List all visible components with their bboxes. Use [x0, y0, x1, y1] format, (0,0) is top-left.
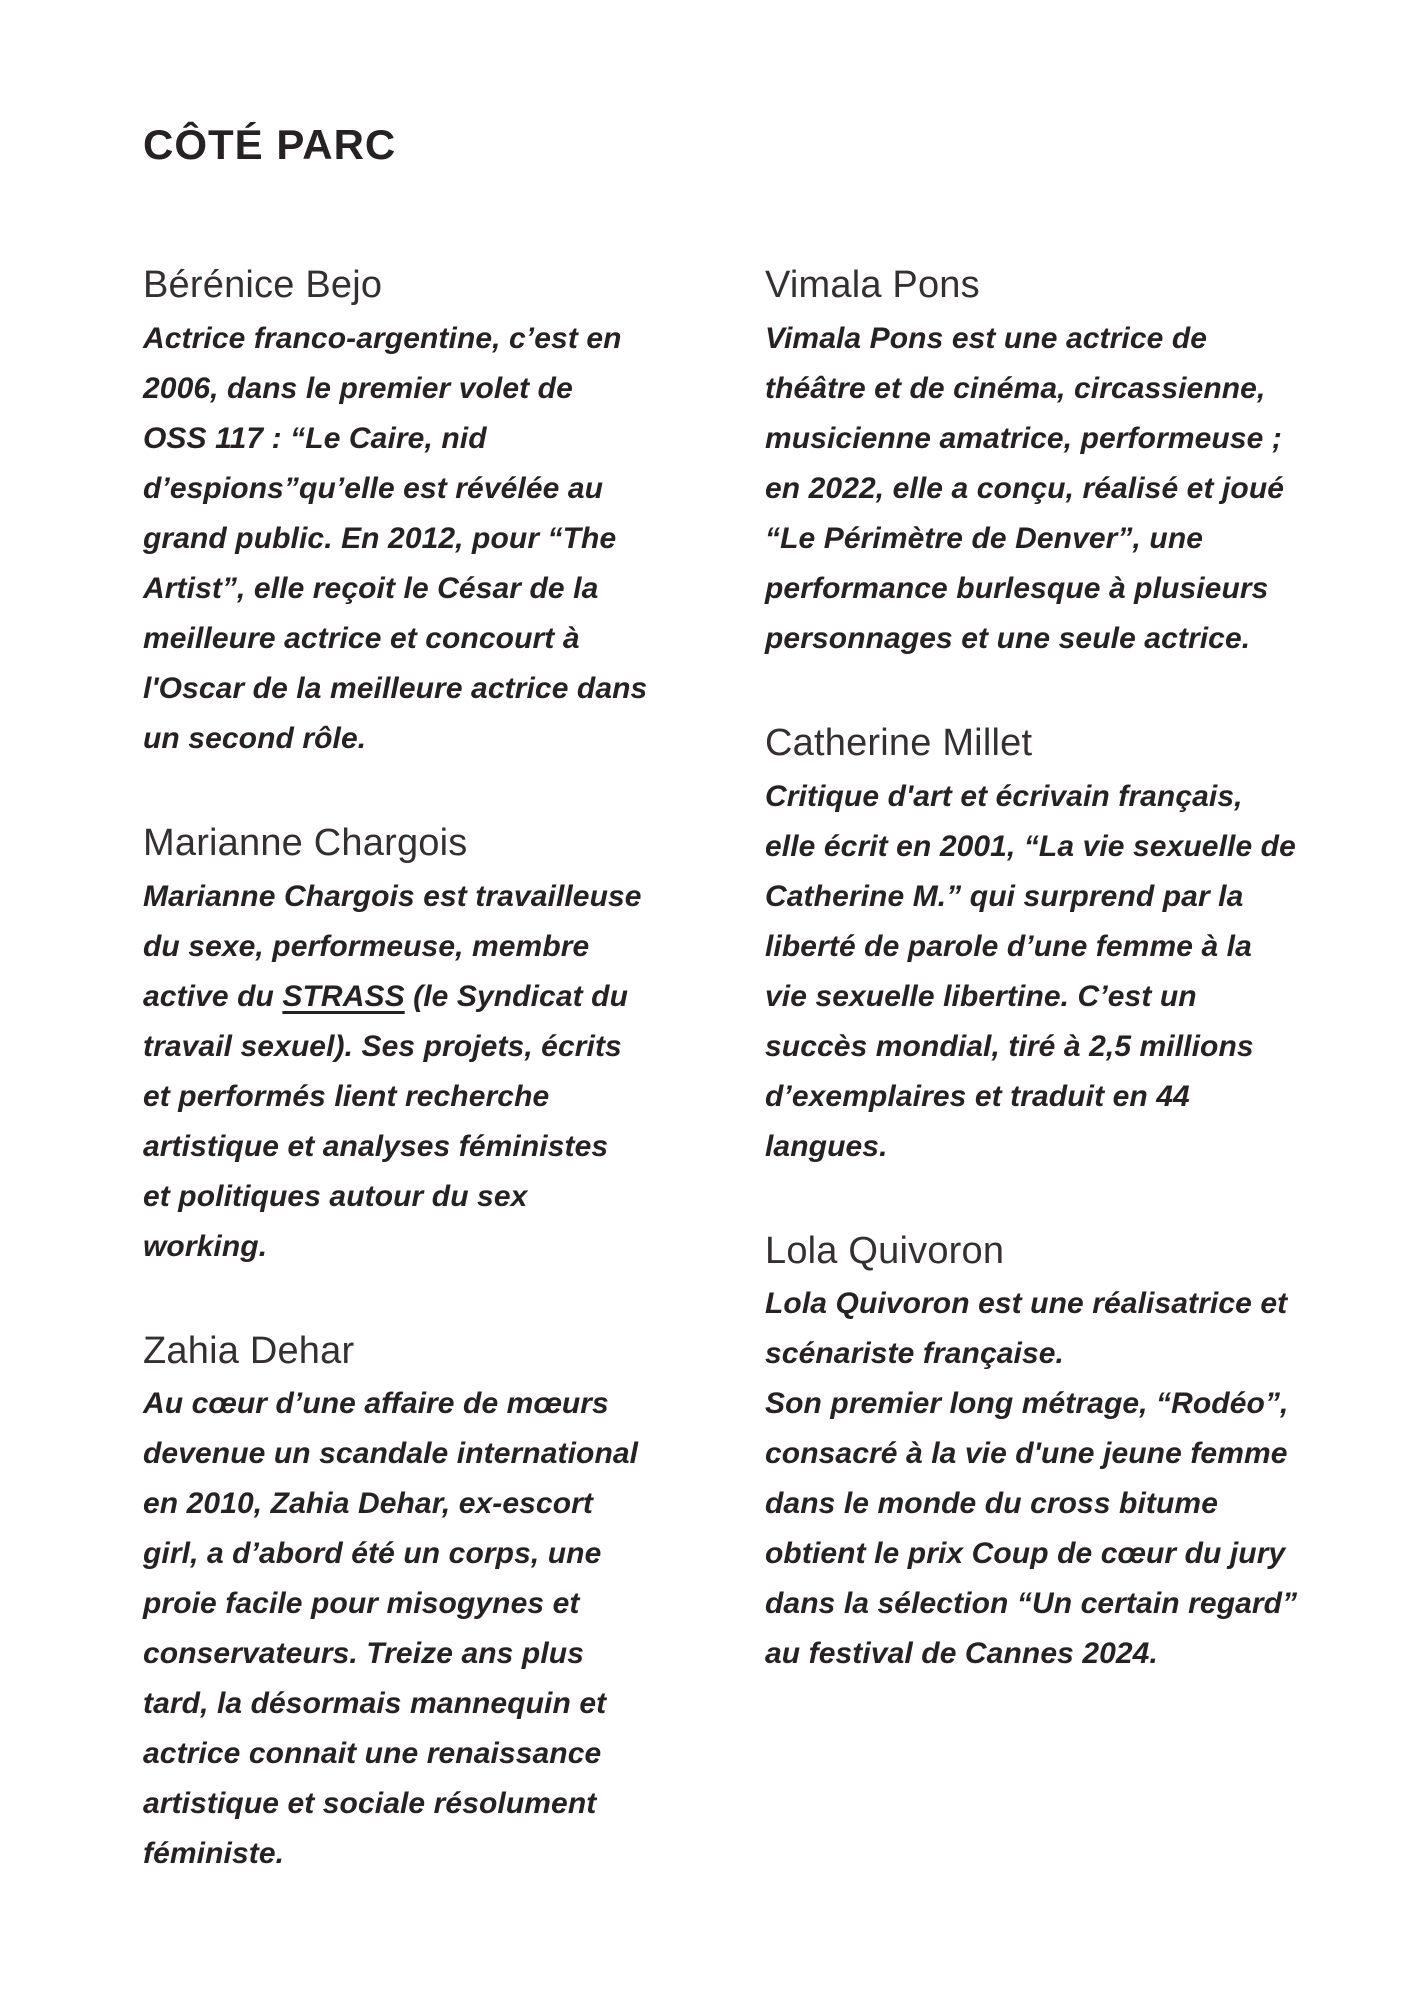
person-name: Lola Quivoron — [765, 1229, 1005, 1272]
person-name: Marianne Chargois — [143, 821, 468, 864]
person-bio: Critique d'art et écrivain français, elle écrit en 2001, “La vie sexuelle de Catherine M.” qui surprend par la liberté de parole d’une femme à la vie sexuelle libertine. C’est un succès mondial, tiré à 2,5 millions d’exemplaires et traduit en 44 langues. — [765, 779, 1296, 1163]
person-bio: Au cœur d’une affaire de mœurs devenue un scandale international en 2010, Zahia Dehar, ex-escort girl, a d’abord été un corps, une proie facile pour misogynes et conservateurs. Treize ans plus tard, la désormais mannequin et actrice connait une renaissance artistique et sociale résolument féministe. — [143, 1387, 639, 1871]
bio-entry — [143, 264, 765, 764]
strass-link[interactable]: STRASS — [282, 979, 405, 1013]
person-name: Catherine Millet — [765, 721, 1033, 764]
page-title: CÔTÉ PARC — [143, 121, 397, 168]
person-bio: Marianne Chargois est travailleuse du sexe, performeuse, membre active du STRASS (le Syndicat du travail sexuel). Ses projets, écrits et performés lient recherche artistique et analyses féministes et politiques autour du sex working. — [143, 879, 642, 1263]
bio-entry — [143, 1330, 765, 1880]
person-name: Bérénice Bejo — [143, 264, 383, 307]
left-column — [143, 264, 765, 1937]
person-name: Zahia Dehar — [143, 1329, 355, 1372]
person-bio: Vimala Pons est une actrice de théâtre et de cinéma, circassienne, musicienne amatrice, performeuse ; en 2022, elle a conçu, réalisé et joué “Le Périmètre de Denver”, une performance burlesque à plusieurs personnages et une seule actrice. — [765, 321, 1285, 655]
bio-entry — [765, 264, 1377, 664]
bio-columns — [143, 264, 1374, 1937]
right-column — [765, 264, 1377, 1737]
bio-entry — [143, 822, 765, 1272]
person-bio: Lola Quivoron est une réalisatrice et scénariste française. Son premier long métrage, “Rodéo”, consacré à la vie d'une jeune femme dans le monde du cross bitume obtient le prix Coup de cœur du jury dans la sélection “Un certain regard” au festival de Cannes 2024. — [765, 1287, 1298, 1671]
person-bio: Actrice franco-argentine, c’est en 2006, dans le premier volet de OSS 117 : “Le Caire, nid d’espions”qu’elle est révélée au grand public. En 2012, pour “The Artist”, elle reçoit le César de la meilleure actrice et concourt à l'Oscar de la meilleure actrice dans un second rôle. — [143, 321, 648, 755]
person-name: Vimala Pons — [765, 264, 980, 307]
bio-entry — [765, 722, 1377, 1172]
bio-entry — [765, 1230, 1377, 1680]
